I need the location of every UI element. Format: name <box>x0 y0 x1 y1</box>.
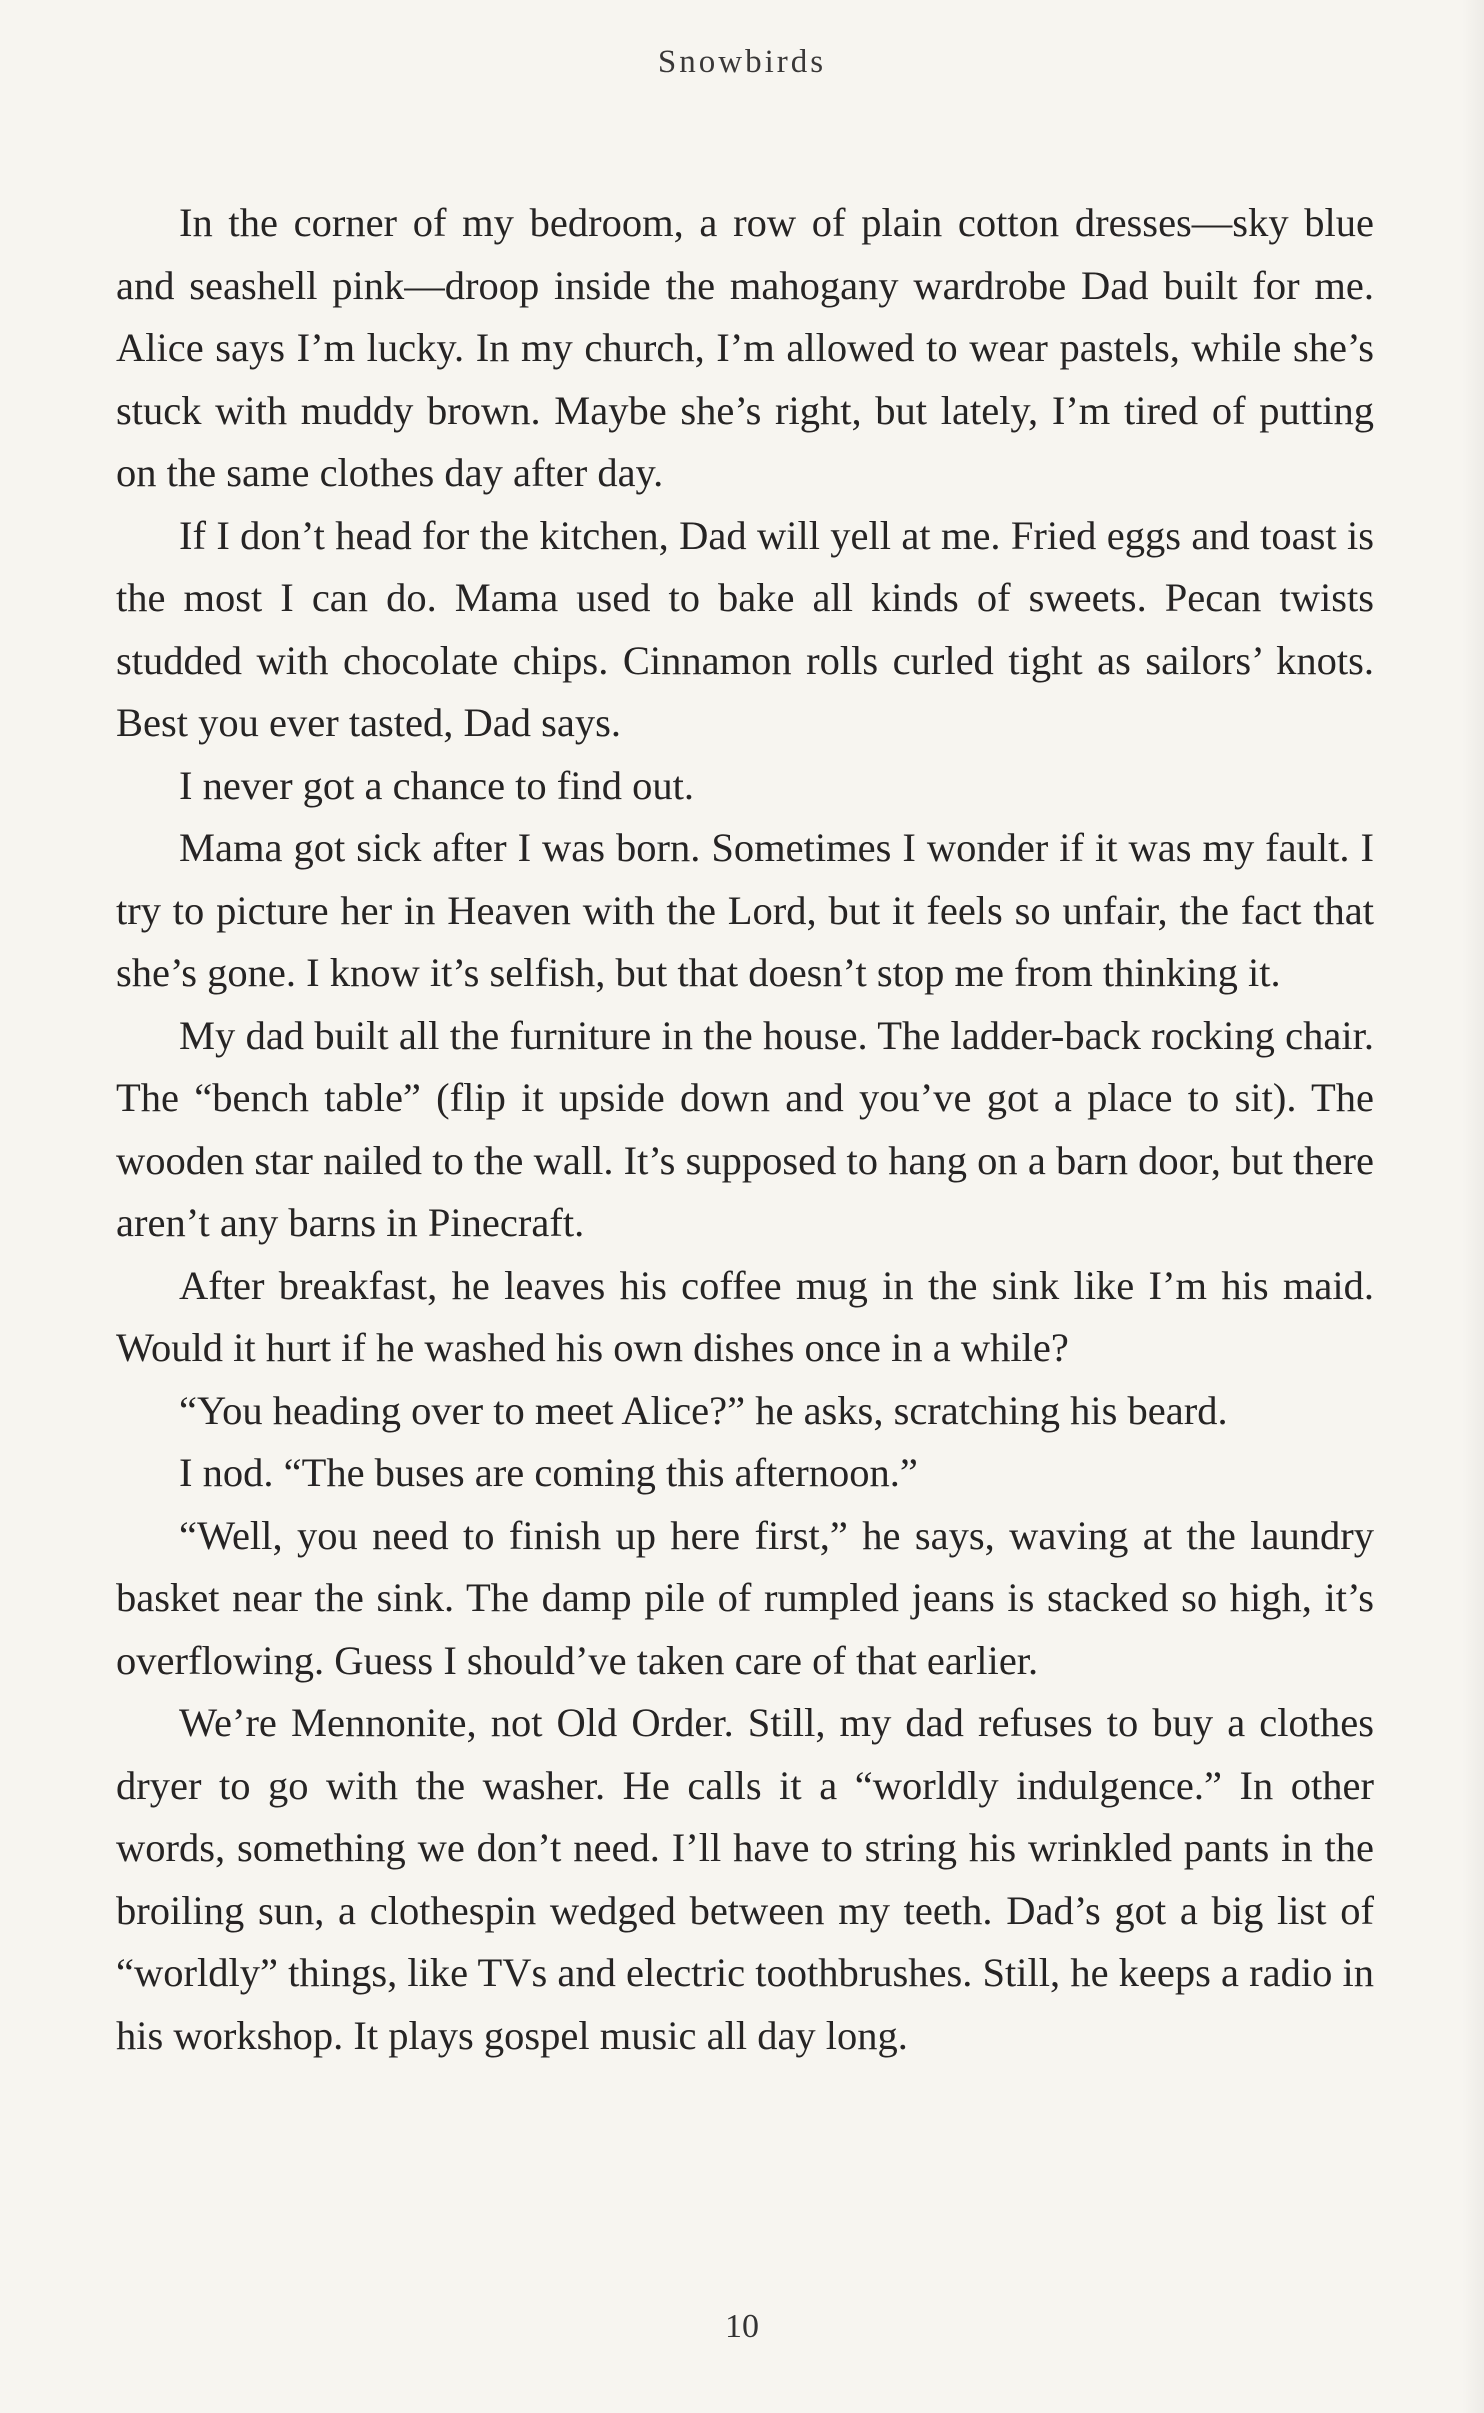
paragraph: Mama got sick after I was born. Sometimes I wonder if it was my fault. I try to picture her in Heaven with the Lord, but it feels so unfair, the fact that she’s gone. I know it’s selfish, but that doesn’t stop me from thinking it. <box>116 825 1374 995</box>
paragraph: I nod. “The buses are coming this afternoon.” <box>179 1450 918 1495</box>
paragraph: After breakfast, he leaves his coffee mug in the sink like I’m his maid. Would it hurt if he washed his own dishes once in a while? <box>116 1262 1374 1370</box>
paragraph: We’re Mennonite, not Old Order. Still, my dad refuses to buy a clothes dryer to go with the washer. He calls it a “worldly indulgence.” In other words, something we don’t need. I’ll have to string his wrinkled pants in the broiling sun, a clothespin wedged between my teeth. Dad’s got a big list of “worldly” things, like TVs and electric toothbrushes. Still, he keeps a radio in his workshop. It plays gospel music all day long. <box>116 1700 1374 2058</box>
running-head: Snowbirds <box>657 44 827 80</box>
paragraph: In the corner of my bedroom, a row of plain cotton dresses—sky blue and seashell pink—droop inside the mahogany wardrobe Dad built for me. Alice says I’m lucky. In my church, I’m allowed to wear pastels, while she’s stuck with muddy brown. Maybe she’s right, but lately, I’m tired of putting on the same clothes day after day. <box>116 200 1374 495</box>
paragraph: If I don’t head for the kitchen, Dad will yell at me. Fried eggs and toast is the most I can do. Mama used to bake all kinds of sweets. Pecan twists studded with chocolate chips. Cinnamon rolls curled tight as sailors’ knots. Best you ever tasted, Dad says. <box>116 512 1374 745</box>
body-text <box>116 192 1374 2067</box>
paragraph: My dad built all the furniture in the house. The ladder-back rocking chair. The “bench table” (flip it upside down and you’ve got a place to sit). The wooden star nailed to the wall. It’s supposed to hang on a barn door, but there aren’t any barns in Pinecraft. <box>116 1012 1374 1245</box>
paragraph: “You heading over to meet Alice?” he asks, scratching his beard. <box>179 1387 1228 1433</box>
page-edge-shadow <box>1462 0 1484 2413</box>
paragraph: “Well, you need to finish up here first,” he says, waving at the laundry basket near the sink. The damp pile of rumpled jeans is stacked so high, it’s overflowing. Guess I should’ve taken care of that earlier. <box>116 1512 1374 1683</box>
paragraph: I never got a chance to find out. <box>179 762 695 808</box>
page-number: 10 <box>725 2308 759 2345</box>
